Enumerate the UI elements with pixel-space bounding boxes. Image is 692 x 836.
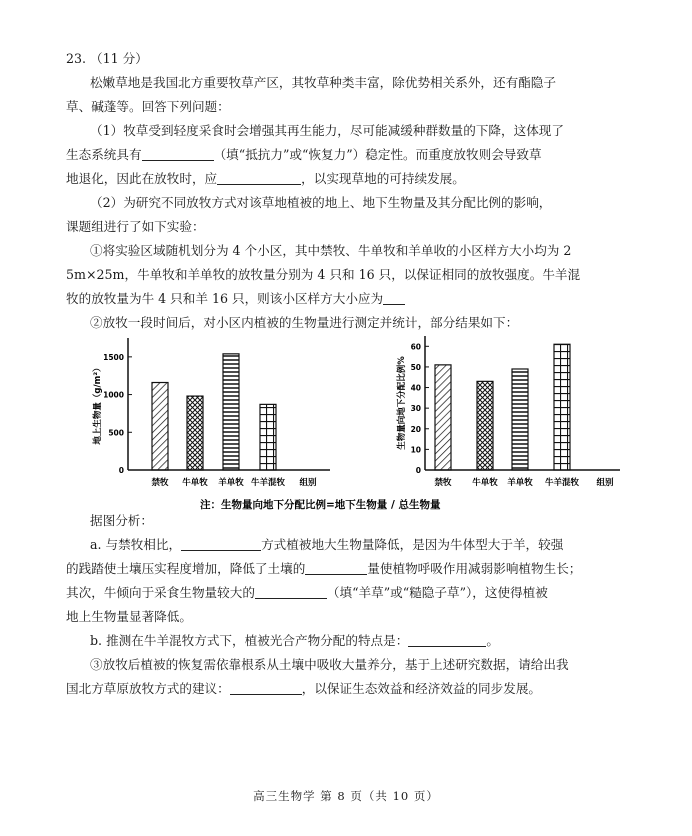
q1-text-b: （填“抵抗力”或“恢复力”）稳定性。而重度放牧则会导致草 xyxy=(213,147,542,162)
answer-blank-5[interactable] xyxy=(305,562,367,575)
step3-line-1: ③放牧后植被的恢复需依靠根系从土壤中吸收大量养分，基于上述研究数据，请给出我 xyxy=(90,657,569,672)
answer-blank-6[interactable] xyxy=(255,586,327,599)
x-tick-label: 组别 xyxy=(596,478,614,488)
x-tick-label: 组别 xyxy=(299,478,317,488)
b-text-2: 。 xyxy=(486,633,499,648)
y-tick-label: 50 xyxy=(410,362,421,372)
a-text-4: 量使植物呼吸作用减弱影响植物生长； xyxy=(367,561,582,576)
q2-line-1: （2）为研究不同放牧方式对该草地植被的地上、地下生物量及其分配比例的影响， xyxy=(90,195,552,210)
answer-blank-2[interactable] xyxy=(217,172,301,185)
chart-right-ratio xyxy=(396,336,620,488)
a-line-1 xyxy=(90,536,563,554)
x-tick-label: 牛单牧 xyxy=(182,478,208,488)
analysis-title: 据图分析： xyxy=(90,513,153,528)
step3-text-2: ，以保证生态效益和经济效益的同步发展。 xyxy=(301,681,541,696)
a-line-3 xyxy=(66,584,548,602)
q2-line-2: 课题组进行了如下实验： xyxy=(66,219,205,234)
step2-line: ②放牧一段时间后，对小区内植被的生物量进行测定并统计，部分结果如下： xyxy=(90,315,519,330)
a-text-3: 的践踏使土壤压实程度增加，降低了土壤的 xyxy=(66,561,306,576)
y-tick-label: 60 xyxy=(410,342,421,352)
b-text-1: b. 推测在牛羊混牧方式下，植被光合产物分配的特点是： xyxy=(90,633,409,648)
step3-line-2 xyxy=(66,680,541,698)
x-tick-label: 牛羊混牧 xyxy=(544,478,580,488)
x-tick-label: 牛羊混牧 xyxy=(250,478,286,488)
bar xyxy=(187,396,203,470)
q1-text-c: 地退化，因此在放牧时，应 xyxy=(66,171,218,186)
x-tick-label: 牛单牧 xyxy=(472,478,498,488)
page-footer: 高三生物学 第 8 页（共 10 页） xyxy=(253,789,439,803)
bar xyxy=(554,344,570,470)
y-tick-label: 10 xyxy=(410,445,421,455)
a-text-6: （填“羊草”或“糙隐子草”），这使得植被 xyxy=(326,585,548,600)
q1-line-1: （1）牧草受到轻度采食时会增强其再生能力，尽可能减缓种群数量的下降，这体现了 xyxy=(90,123,564,138)
bar xyxy=(260,404,276,470)
intro-line-2: 草、碱蓬等。回答下列问题： xyxy=(66,99,230,114)
bar xyxy=(512,369,528,470)
y-tick-label: 0 xyxy=(415,466,421,475)
question-heading: 23. （11 分） xyxy=(66,51,148,66)
chart-note: 注：生物量向地下分配比例=地下生物量 / 总生物量 xyxy=(200,499,441,511)
y-tick-label: 30 xyxy=(410,404,421,414)
answer-blank-3[interactable] xyxy=(383,292,405,305)
a-line-2 xyxy=(66,560,581,578)
y-tick-label: 20 xyxy=(410,424,421,434)
q1-text-a: 生态系统具有 xyxy=(66,147,142,162)
y-tick-label: 40 xyxy=(410,383,421,393)
a-text-5: 其次，牛倾向于采食生物量较大的 xyxy=(66,585,255,600)
a-text-2: 方式植被地大生物量降低，是因为牛体型大于羊，较强 xyxy=(261,537,564,552)
q1-line-3 xyxy=(66,170,465,188)
answer-blank-7[interactable] xyxy=(408,634,486,647)
x-tick-label: 禁牧 xyxy=(434,478,452,488)
x-tick-label: 羊单牧 xyxy=(507,478,533,488)
bar xyxy=(152,383,168,470)
y-tick-label: 1000 xyxy=(103,390,124,400)
answer-blank-4[interactable] xyxy=(181,538,261,551)
bar xyxy=(435,365,451,470)
step1-line-3 xyxy=(66,290,405,308)
step1-line-2: 5m×25m，牛单牧和羊单牧的放牧量分别为 4 只和 16 只，以保证相同的放牧强度。牛羊混 xyxy=(66,267,581,282)
q1-line-2 xyxy=(66,146,542,164)
chart-left-biomass xyxy=(92,338,330,488)
y-tick-label: 500 xyxy=(108,428,124,438)
intro-line-1: 松嫩草地是我国北方重要牧草产区，其牧草种类丰富，除优势相关系外，还有酯隐子 xyxy=(90,75,556,90)
a-text-1: a. 与禁牧相比， xyxy=(90,537,182,552)
bar xyxy=(477,381,493,470)
x-tick-label: 羊单牧 xyxy=(218,478,244,488)
y-axis-label: 地上生物量（g/m²） xyxy=(93,363,103,445)
answer-blank-1[interactable] xyxy=(142,148,214,161)
figure xyxy=(0,330,692,520)
x-tick-label: 禁牧 xyxy=(151,478,169,488)
bar xyxy=(223,354,239,470)
step1-text: 牧的放牧量为牛 4 只和羊 16 只，则该小区样方大小应为 xyxy=(66,291,384,306)
answer-blank-8[interactable] xyxy=(230,682,302,695)
q1-text-d: ，以实现草地的可持续发展。 xyxy=(301,171,465,186)
b-line xyxy=(90,632,499,650)
a-line-4: 地上生物量显著降低。 xyxy=(66,609,192,624)
y-tick-label: 1500 xyxy=(103,352,124,362)
step3-text-1: 国北方草原放牧方式的建议： xyxy=(66,681,230,696)
step1-line-1: ①将实验区域随机划分为 4 个小区，其中禁牧、牛单牧和羊单收的小区样方大小均为 2 xyxy=(90,243,572,258)
y-tick-label: 0 xyxy=(118,466,124,475)
y-axis-label: 生物量向地下分配比例% xyxy=(397,356,407,450)
